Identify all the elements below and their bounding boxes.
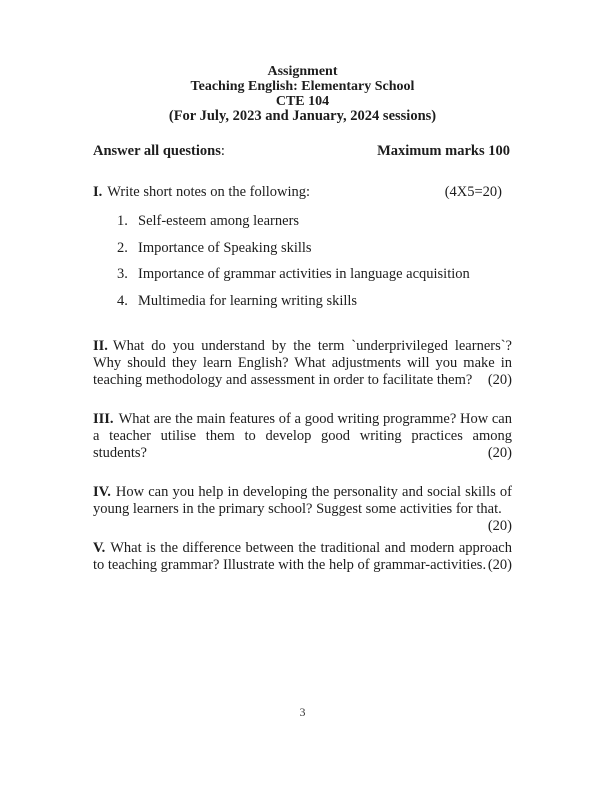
question-5-number: V.	[93, 540, 106, 556]
question-3-marks: (20)	[487, 445, 512, 461]
question-4-number: IV.	[93, 484, 111, 500]
question-5	[93, 540, 512, 574]
subitem-1	[117, 208, 512, 235]
subitem-2-text: Importance of Speaking skills	[138, 239, 312, 256]
header-title: Assignment	[267, 64, 338, 79]
question-3-text: What are the main features of a good writing programme? How can a teacher utilise them to develop good writing practices among students?	[93, 411, 512, 461]
header-code: CTE 104	[275, 94, 330, 109]
question-5-text: What is the difference between the traditional and modern approach to teaching grammar? Illustrate with the help of grammar-activities.	[93, 540, 512, 573]
question-2-number: II.	[93, 338, 108, 354]
question-4	[93, 484, 512, 534]
subitem-4-text: Multimedia for learning writing skills	[138, 292, 358, 309]
subitem-3-number: 3.	[117, 266, 128, 282]
page-number: 3	[299, 705, 306, 719]
subitem-3-text: Importance of grammar activities in language acquisition	[138, 266, 470, 282]
document-header	[93, 64, 512, 124]
answer-all-questions-label	[93, 143, 225, 160]
subitem-1-text: Self-esteem among learners	[138, 213, 300, 229]
subitem-3	[117, 261, 512, 288]
subitem-4	[117, 288, 512, 315]
subitem-4-number: 4.	[117, 292, 128, 309]
question-1-text	[93, 184, 310, 201]
question-1-prompt: Write short notes on the following:	[107, 184, 311, 200]
question-3	[93, 411, 512, 462]
question-3-number: III.	[93, 411, 114, 427]
answer-all-questions-colon: :	[220, 143, 225, 159]
question-4-marks: (20)	[487, 518, 512, 534]
subitem-2-number: 2.	[117, 239, 128, 256]
subitem-2	[117, 235, 512, 262]
question-1-marks: (4X5=20)	[444, 184, 502, 200]
answer-all-questions-text: Answer all questions	[93, 143, 221, 159]
question-2-text: What do you understand by the term `underprivileged learners`? Why should they learn English? What adjustments will you make in teaching methodology and assessment in order to facilitate them?	[93, 338, 512, 388]
subitem-1-number: 1.	[117, 213, 128, 229]
question-1-number: I.	[93, 184, 103, 200]
header-session: (For July, 2023 and January, 2024 sessions)	[168, 108, 437, 124]
question-1	[93, 184, 512, 201]
question-5-marks: (20)	[487, 557, 512, 573]
maximum-marks-label: Maximum marks 100	[377, 143, 510, 159]
instructions-row	[93, 143, 512, 160]
question-2	[93, 338, 512, 389]
question-4-text: How can you help in developing the personality and social skills of young learners in the primary school? Suggest some activities for that.	[93, 484, 512, 517]
header-course: Teaching English: Elementary School	[190, 79, 415, 94]
question-1-subitems	[93, 208, 512, 314]
question-2-marks: (20)	[487, 372, 512, 388]
